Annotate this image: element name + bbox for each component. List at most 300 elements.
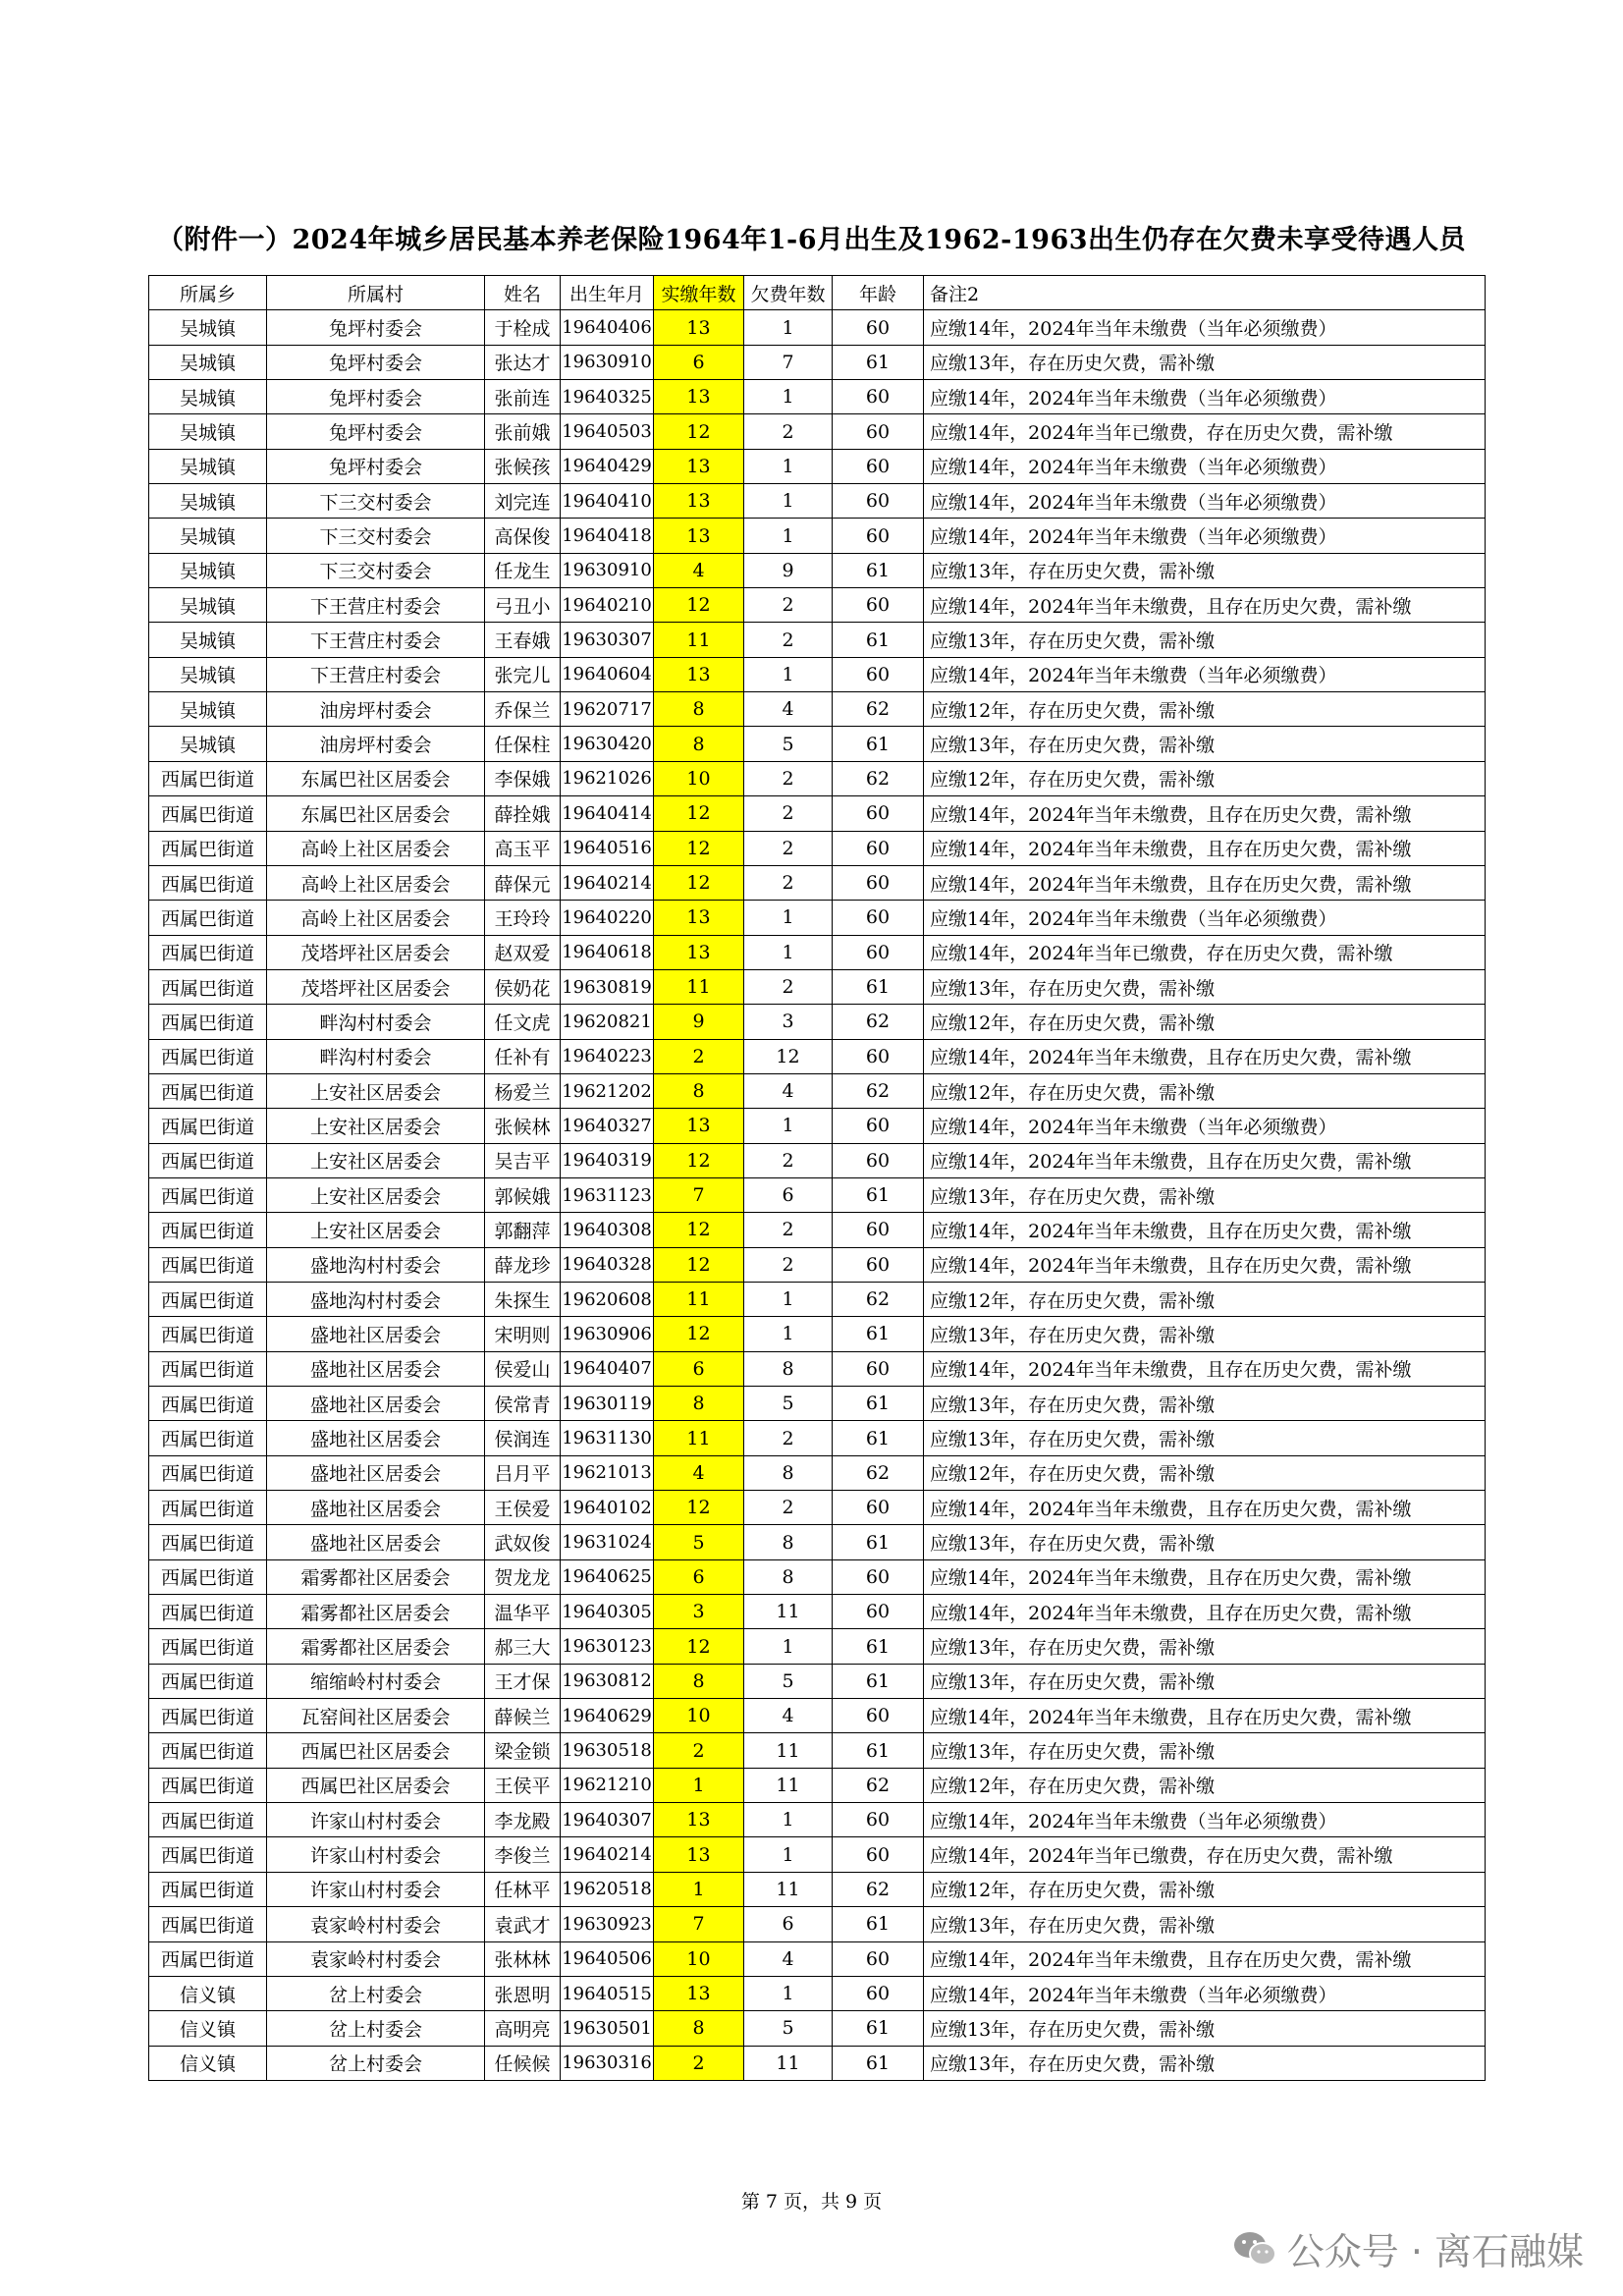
cell-age: 61: [833, 553, 924, 587]
cell-township: 吴城镇: [149, 623, 267, 657]
header-township: 所属乡: [149, 276, 267, 310]
cell-note: 应缴12年，存在历史欠费，需补缴: [924, 1073, 1486, 1108]
cell-owed-years: 1: [744, 1282, 833, 1316]
cell-note: 应缴12年，存在历史欠费，需补缴: [924, 1872, 1486, 1906]
cell-birth: 19630910: [561, 345, 654, 379]
cell-name: 侯爱山: [485, 1351, 561, 1386]
cell-note: 应缴14年，2024年当年未缴费，且存在历史欠费，需补缴: [924, 1247, 1486, 1282]
cell-note: 应缴14年，2024年当年已缴费，存在历史欠费，需补缴: [924, 414, 1486, 449]
cell-paid-years: 12: [654, 1143, 744, 1177]
cell-paid-years: 13: [654, 449, 744, 483]
cell-age: 60: [833, 935, 924, 969]
cell-name: 任龙生: [485, 553, 561, 587]
cell-township: 西属巴街道: [149, 1005, 267, 1039]
cell-note: 应缴13年，存在历史欠费，需补缴: [924, 1629, 1486, 1664]
cell-village: 油房坪村委会: [267, 692, 485, 727]
cell-paid-years: 7: [654, 1907, 744, 1941]
cell-birth: 19631024: [561, 1525, 654, 1559]
cell-village: 油房坪村委会: [267, 727, 485, 761]
cell-birth: 19620717: [561, 692, 654, 727]
cell-township: 西属巴街道: [149, 1525, 267, 1559]
cell-township: 吴城镇: [149, 484, 267, 519]
cell-note: 应缴13年，存在历史欠费，需补缴: [924, 2046, 1486, 2080]
cell-age: 62: [833, 1282, 924, 1316]
table-row: [149, 1247, 1486, 1282]
cell-owed-years: 5: [744, 2011, 833, 2046]
cell-township: 西属巴街道: [149, 901, 267, 935]
cell-note: 应缴14年，2024年当年未缴费（当年必须缴费）: [924, 380, 1486, 414]
table-row: [149, 1837, 1486, 1872]
cell-township: 西属巴街道: [149, 865, 267, 900]
table-row: [149, 796, 1486, 831]
cell-owed-years: 11: [744, 1733, 833, 1768]
cell-township: 信义镇: [149, 2011, 267, 2046]
cell-name: 侯奶花: [485, 969, 561, 1004]
cell-township: 吴城镇: [149, 657, 267, 691]
cell-paid-years: 6: [654, 1351, 744, 1386]
cell-birth: 19621026: [561, 761, 654, 795]
cell-paid-years: 8: [654, 2011, 744, 2046]
table-row: [149, 969, 1486, 1004]
cell-village: 高岭上社区居委会: [267, 831, 485, 865]
cell-name: 侯常青: [485, 1387, 561, 1421]
cell-paid-years: 13: [654, 935, 744, 969]
cell-age: 62: [833, 1005, 924, 1039]
cell-village: 袁家岭村村委会: [267, 1941, 485, 1976]
cell-note: 应缴14年，2024年当年未缴费，且存在历史欠费，需补缴: [924, 1143, 1486, 1177]
table-row: [149, 1595, 1486, 1629]
cell-name: 梁金锁: [485, 1733, 561, 1768]
cell-township: 吴城镇: [149, 449, 267, 483]
cell-name: 薛拴娥: [485, 796, 561, 831]
cell-birth: 19640305: [561, 1595, 654, 1629]
table-row: [149, 484, 1486, 519]
cell-village: 盛地社区居委会: [267, 1525, 485, 1559]
cell-township: 西属巴街道: [149, 796, 267, 831]
cell-note: 应缴14年，2024年当年未缴费，且存在历史欠费，需补缴: [924, 831, 1486, 865]
table-row: [149, 1143, 1486, 1177]
cell-note: 应缴13年，存在历史欠费，需补缴: [924, 1177, 1486, 1212]
cell-village: 盛地沟村村委会: [267, 1282, 485, 1316]
cell-owed-years: 4: [744, 1941, 833, 1976]
cell-name: 张前连: [485, 380, 561, 414]
cell-note: 应缴12年，存在历史欠费，需补缴: [924, 1455, 1486, 1490]
cell-village: 盛地社区居委会: [267, 1351, 485, 1386]
cell-owed-years: 11: [744, 1768, 833, 1802]
table-row: [149, 1872, 1486, 1906]
cell-age: 61: [833, 1421, 924, 1455]
cell-owed-years: 2: [744, 761, 833, 795]
watermark: [1232, 2221, 1584, 2275]
cell-owed-years: 2: [744, 623, 833, 657]
cell-paid-years: 12: [654, 1317, 744, 1351]
cell-age: 60: [833, 865, 924, 900]
cell-owed-years: 2: [744, 1247, 833, 1282]
cell-village: 瓦窑间社区居委会: [267, 1699, 485, 1733]
cell-township: 西属巴街道: [149, 1733, 267, 1768]
cell-paid-years: 13: [654, 484, 744, 519]
cell-township: 西属巴街道: [149, 1872, 267, 1906]
cell-name: 郭翻萍: [485, 1213, 561, 1247]
cell-township: 西属巴街道: [149, 1109, 267, 1143]
cell-owed-years: 2: [744, 1143, 833, 1177]
cell-owed-years: 1: [744, 1976, 833, 2010]
cell-owed-years: 1: [744, 1803, 833, 1837]
table-row: [149, 519, 1486, 553]
cell-township: 西属巴街道: [149, 1629, 267, 1664]
cell-township: 西属巴街道: [149, 1803, 267, 1837]
cell-age: 60: [833, 310, 924, 345]
table-row: [149, 1907, 1486, 1941]
cell-age: 60: [833, 1143, 924, 1177]
cell-owed-years: 8: [744, 1455, 833, 1490]
table-row: [149, 1491, 1486, 1525]
cell-name: 吴吉平: [485, 1143, 561, 1177]
cell-age: 61: [833, 727, 924, 761]
header-age: 年龄: [833, 276, 924, 310]
table-row: [149, 345, 1486, 379]
cell-village: 下三交村委会: [267, 553, 485, 587]
cell-village: 上安社区居委会: [267, 1143, 485, 1177]
cell-note: 应缴14年，2024年当年未缴费（当年必须缴费）: [924, 1803, 1486, 1837]
cell-note: 应缴14年，2024年当年未缴费（当年必须缴费）: [924, 484, 1486, 519]
cell-name: 任保柱: [485, 727, 561, 761]
cell-paid-years: 6: [654, 345, 744, 379]
cell-age: 61: [833, 1907, 924, 1941]
cell-township: 西属巴街道: [149, 1387, 267, 1421]
cell-birth: 19630906: [561, 1317, 654, 1351]
cell-age: 61: [833, 1387, 924, 1421]
cell-village: 霜雾都社区居委会: [267, 1595, 485, 1629]
cell-village: 下王营庄村委会: [267, 623, 485, 657]
table-row: [149, 1803, 1486, 1837]
cell-name: 高明亮: [485, 2011, 561, 2046]
cell-township: 吴城镇: [149, 588, 267, 623]
cell-note: 应缴14年，2024年当年未缴费，且存在历史欠费，需补缴: [924, 796, 1486, 831]
cell-note: 应缴13年，存在历史欠费，需补缴: [924, 1421, 1486, 1455]
cell-birth: 19621210: [561, 1768, 654, 1802]
cell-birth: 19640328: [561, 1247, 654, 1282]
table-row: [149, 1941, 1486, 1976]
cell-name: 温华平: [485, 1595, 561, 1629]
cell-birth: 19621013: [561, 1455, 654, 1490]
cell-owed-years: 1: [744, 901, 833, 935]
cell-birth: 19630316: [561, 2046, 654, 2080]
cell-birth: 19640604: [561, 657, 654, 691]
watermark-text: 公众号 · 离石融媒: [1286, 2230, 1584, 2273]
wechat-icon: [1232, 2230, 1277, 2268]
cell-paid-years: 8: [654, 1664, 744, 1698]
cell-birth: 19640214: [561, 1837, 654, 1872]
cell-owed-years: 1: [744, 1317, 833, 1351]
cell-birth: 19630923: [561, 1907, 654, 1941]
cell-note: 应缴13年，存在历史欠费，需补缴: [924, 623, 1486, 657]
table-row: [149, 1455, 1486, 1490]
cell-birth: 19621202: [561, 1073, 654, 1108]
table-row: [149, 2046, 1486, 2080]
cell-village: 许家山村村委会: [267, 1872, 485, 1906]
cell-name: 侯润连: [485, 1421, 561, 1455]
cell-township: 吴城镇: [149, 380, 267, 414]
cell-age: 60: [833, 1559, 924, 1594]
cell-note: 应缴13年，存在历史欠费，需补缴: [924, 969, 1486, 1004]
cell-village: 盛地社区居委会: [267, 1491, 485, 1525]
cell-paid-years: 2: [654, 1039, 744, 1073]
cell-age: 61: [833, 1629, 924, 1664]
cell-birth: 19630819: [561, 969, 654, 1004]
cell-owed-years: 11: [744, 1872, 833, 1906]
cell-note: 应缴14年，2024年当年已缴费，存在历史欠费，需补缴: [924, 1837, 1486, 1872]
cell-village: 盛地社区居委会: [267, 1387, 485, 1421]
cell-paid-years: 1: [654, 1768, 744, 1802]
table-row: [149, 1699, 1486, 1733]
cell-paid-years: 13: [654, 901, 744, 935]
table-row: [149, 1073, 1486, 1108]
cell-township: 西属巴街道: [149, 1317, 267, 1351]
cell-name: 薛候兰: [485, 1699, 561, 1733]
cell-township: 吴城镇: [149, 519, 267, 553]
table-row: [149, 1559, 1486, 1594]
table-row: [149, 692, 1486, 727]
cell-township: 吴城镇: [149, 345, 267, 379]
cell-note: 应缴14年，2024年当年未缴费，且存在历史欠费，需补缴: [924, 1595, 1486, 1629]
table-row: [149, 1177, 1486, 1212]
cell-village: 上安社区居委会: [267, 1109, 485, 1143]
cell-village: 霜雾都社区居委会: [267, 1629, 485, 1664]
cell-owed-years: 4: [744, 692, 833, 727]
cell-village: 袁家岭村村委会: [267, 1907, 485, 1941]
cell-age: 60: [833, 1941, 924, 1976]
cell-village: 岔上村委会: [267, 1976, 485, 2010]
cell-note: 应缴14年，2024年当年未缴费，且存在历史欠费，需补缴: [924, 865, 1486, 900]
cell-paid-years: 13: [654, 519, 744, 553]
table-row: [149, 1005, 1486, 1039]
cell-township: 西属巴街道: [149, 831, 267, 865]
cell-note: 应缴13年，存在历史欠费，需补缴: [924, 553, 1486, 587]
cell-note: 应缴13年，存在历史欠费，需补缴: [924, 2011, 1486, 2046]
cell-township: 西属巴街道: [149, 1664, 267, 1698]
cell-age: 62: [833, 1768, 924, 1802]
table-row: [149, 310, 1486, 345]
cell-note: 应缴14年，2024年当年未缴费，且存在历史欠费，需补缴: [924, 1351, 1486, 1386]
cell-age: 61: [833, 2046, 924, 2080]
cell-village: 上安社区居委会: [267, 1177, 485, 1212]
cell-village: 西属巴社区居委会: [267, 1733, 485, 1768]
cell-age: 62: [833, 692, 924, 727]
cell-village: 西属巴社区居委会: [267, 1768, 485, 1802]
cell-birth: 19640223: [561, 1039, 654, 1073]
cell-name: 宋明则: [485, 1317, 561, 1351]
cell-age: 62: [833, 1073, 924, 1108]
cell-township: 西属巴街道: [149, 1699, 267, 1733]
cell-village: 兔坪村委会: [267, 380, 485, 414]
cell-name: 任候候: [485, 2046, 561, 2080]
table-row: [149, 1317, 1486, 1351]
cell-note: 应缴12年，存在历史欠费，需补缴: [924, 692, 1486, 727]
table-row: [149, 935, 1486, 969]
cell-name: 赵双爱: [485, 935, 561, 969]
cell-village: 东属巴社区居委会: [267, 796, 485, 831]
cell-owed-years: 4: [744, 1699, 833, 1733]
cell-name: 李保娥: [485, 761, 561, 795]
cell-age: 60: [833, 449, 924, 483]
cell-name: 王才保: [485, 1664, 561, 1698]
cell-owed-years: 4: [744, 1073, 833, 1108]
table-row: [149, 623, 1486, 657]
header-birth: 出生年月: [561, 276, 654, 310]
cell-age: 60: [833, 796, 924, 831]
cell-township: 信义镇: [149, 1976, 267, 2010]
cell-name: 袁武才: [485, 1907, 561, 1941]
cell-birth: 19640319: [561, 1143, 654, 1177]
table-row: [149, 1664, 1486, 1698]
cell-paid-years: 11: [654, 1282, 744, 1316]
table-row: [149, 553, 1486, 587]
cell-age: 61: [833, 2011, 924, 2046]
cell-birth: 19630123: [561, 1629, 654, 1664]
cell-note: 应缴14年，2024年当年未缴费，且存在历史欠费，需补缴: [924, 1213, 1486, 1247]
cell-village: 岔上村委会: [267, 2046, 485, 2080]
cell-village: 下三交村委会: [267, 484, 485, 519]
cell-name: 郝三大: [485, 1629, 561, 1664]
cell-note: 应缴14年，2024年当年未缴费，且存在历史欠费，需补缴: [924, 588, 1486, 623]
cell-owed-years: 2: [744, 831, 833, 865]
cell-age: 61: [833, 623, 924, 657]
cell-note: 应缴13年，存在历史欠费，需补缴: [924, 1907, 1486, 1941]
cell-paid-years: 4: [654, 553, 744, 587]
cell-owed-years: 1: [744, 1109, 833, 1143]
cell-township: 吴城镇: [149, 310, 267, 345]
cell-birth: 19630119: [561, 1387, 654, 1421]
cell-note: 应缴14年，2024年当年未缴费（当年必须缴费）: [924, 901, 1486, 935]
cell-age: 61: [833, 1317, 924, 1351]
cell-age: 62: [833, 1872, 924, 1906]
cell-age: 60: [833, 901, 924, 935]
cell-age: 60: [833, 484, 924, 519]
cell-owed-years: 3: [744, 1005, 833, 1039]
cell-birth: 19630812: [561, 1664, 654, 1698]
cell-owed-years: 2: [744, 414, 833, 449]
cell-birth: 19630420: [561, 727, 654, 761]
table-row: [149, 1109, 1486, 1143]
cell-village: 畔沟村村委会: [267, 1039, 485, 1073]
cell-age: 60: [833, 588, 924, 623]
cell-birth: 19640406: [561, 310, 654, 345]
cell-name: 吕月平: [485, 1455, 561, 1490]
cell-note: 应缴14年，2024年当年已缴费，存在历史欠费，需补缴: [924, 935, 1486, 969]
cell-village: 许家山村村委会: [267, 1803, 485, 1837]
table-row: [149, 1421, 1486, 1455]
cell-birth: 19631123: [561, 1177, 654, 1212]
cell-birth: 19640210: [561, 588, 654, 623]
cell-township: 西属巴街道: [149, 1907, 267, 1941]
cell-name: 李龙殿: [485, 1803, 561, 1837]
table-row: [149, 380, 1486, 414]
cell-village: 盛地社区居委会: [267, 1421, 485, 1455]
cell-paid-years: 4: [654, 1455, 744, 1490]
cell-village: 茂塔坪社区居委会: [267, 935, 485, 969]
cell-birth: 19640102: [561, 1491, 654, 1525]
cell-note: 应缴13年，存在历史欠费，需补缴: [924, 345, 1486, 379]
cell-paid-years: 12: [654, 1491, 744, 1525]
page-title: （附件一）2024年城乡居民基本养老保险1964年1-6月出生及1962-1963出生仍存在欠费未享受待遇人员: [156, 225, 1467, 255]
table-row: [149, 1282, 1486, 1316]
cell-owed-years: 6: [744, 1907, 833, 1941]
cell-note: 应缴13年，存在历史欠费，需补缴: [924, 1317, 1486, 1351]
cell-township: 西属巴街道: [149, 1351, 267, 1386]
table-row: [149, 449, 1486, 483]
cell-birth: 19630501: [561, 2011, 654, 2046]
cell-paid-years: 11: [654, 969, 744, 1004]
cell-birth: 19620608: [561, 1282, 654, 1316]
table-row: [149, 1351, 1486, 1386]
cell-paid-years: 13: [654, 1837, 744, 1872]
cell-age: 60: [833, 1351, 924, 1386]
cell-township: 西属巴街道: [149, 969, 267, 1004]
cell-owed-years: 5: [744, 727, 833, 761]
table-row: [149, 865, 1486, 900]
cell-birth: 19640429: [561, 449, 654, 483]
cell-paid-years: 13: [654, 657, 744, 691]
cell-township: 西属巴街道: [149, 1177, 267, 1212]
cell-note: 应缴14年，2024年当年未缴费，且存在历史欠费，需补缴: [924, 1699, 1486, 1733]
table-row: [149, 1629, 1486, 1664]
cell-township: 信义镇: [149, 2046, 267, 2080]
cell-birth: 19630518: [561, 1733, 654, 1768]
cell-paid-years: 12: [654, 414, 744, 449]
cell-paid-years: 8: [654, 1073, 744, 1108]
cell-village: 茂塔坪社区居委会: [267, 969, 485, 1004]
cell-name: 武奴俊: [485, 1525, 561, 1559]
cell-township: 西属巴街道: [149, 1455, 267, 1490]
table-row: [149, 1387, 1486, 1421]
cell-age: 60: [833, 1976, 924, 2010]
cell-age: 60: [833, 1109, 924, 1143]
cell-name: 张候林: [485, 1109, 561, 1143]
cell-name: 王春娥: [485, 623, 561, 657]
cell-birth: 19631130: [561, 1421, 654, 1455]
table-row: [149, 1525, 1486, 1559]
cell-name: 王玲玲: [485, 901, 561, 935]
cell-paid-years: 10: [654, 1699, 744, 1733]
table-row: [149, 2011, 1486, 2046]
cell-name: 朱探生: [485, 1282, 561, 1316]
cell-note: 应缴14年，2024年当年未缴费，且存在历史欠费，需补缴: [924, 1559, 1486, 1594]
cell-note: 应缴14年，2024年当年未缴费，且存在历史欠费，需补缴: [924, 1941, 1486, 1976]
cell-birth: 19640516: [561, 831, 654, 865]
cell-owed-years: 11: [744, 2046, 833, 2080]
cell-village: 上安社区居委会: [267, 1073, 485, 1108]
table-row: [149, 657, 1486, 691]
cell-note: 应缴14年，2024年当年未缴费（当年必须缴费）: [924, 310, 1486, 345]
table-row: [149, 1733, 1486, 1768]
cell-owed-years: 6: [744, 1177, 833, 1212]
cell-name: 刘完连: [485, 484, 561, 519]
cell-note: 应缴13年，存在历史欠费，需补缴: [924, 1387, 1486, 1421]
cell-note: 应缴12年，存在历史欠费，需补缴: [924, 1282, 1486, 1316]
cell-name: 任补有: [485, 1039, 561, 1073]
cell-age: 60: [833, 414, 924, 449]
cell-paid-years: 8: [654, 727, 744, 761]
cell-owed-years: 5: [744, 1664, 833, 1698]
cell-birth: 19640625: [561, 1559, 654, 1594]
cell-township: 西属巴街道: [149, 1213, 267, 1247]
cell-age: 61: [833, 969, 924, 1004]
cell-name: 杨爱兰: [485, 1073, 561, 1108]
cell-name: 薛保元: [485, 865, 561, 900]
cell-owed-years: 1: [744, 935, 833, 969]
cell-township: 吴城镇: [149, 414, 267, 449]
